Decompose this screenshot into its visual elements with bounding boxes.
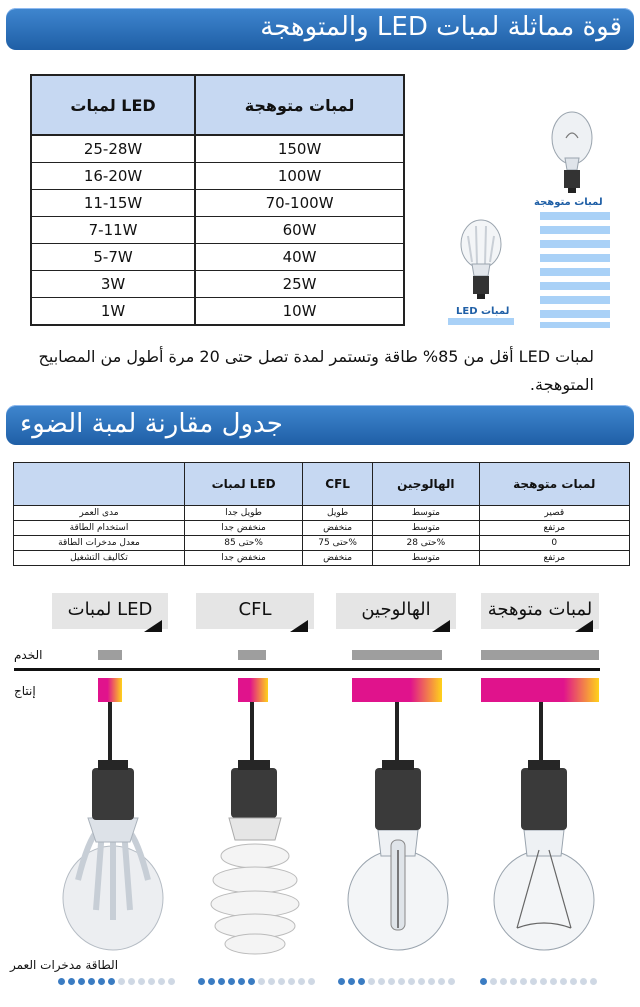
- life-row-label: الخدم: [14, 648, 43, 662]
- light-bar: [540, 226, 610, 234]
- rating-dot: [108, 978, 115, 985]
- table-row: [31, 271, 404, 298]
- rating-dot: [368, 978, 375, 985]
- cell-led: 11-15W: [31, 190, 195, 217]
- rating-dot: [158, 978, 165, 985]
- col-header-led: لمبات LED: [31, 75, 195, 135]
- tab-label: لمبات متوهجة: [487, 599, 593, 620]
- row-label: مدى العمر: [14, 506, 185, 521]
- row-label: معدل مدخرات الطاقة: [14, 536, 185, 551]
- life-bar-led: [98, 650, 122, 660]
- led-bulb-icon: [458, 216, 504, 302]
- rating-dot: [298, 978, 305, 985]
- cell-led: 3W: [31, 271, 195, 298]
- heat-row-label: إنتاج: [14, 684, 36, 698]
- halogen-bulb-icon: [348, 760, 448, 950]
- bulb-type-tab-led: [52, 593, 168, 629]
- cell-incandescent: 150W: [195, 135, 404, 163]
- cord: [539, 702, 543, 762]
- cfl-bulb-icon: [211, 760, 299, 954]
- heat-bar-cfl: [238, 678, 268, 702]
- led-caption: لمبات LED: [456, 306, 510, 317]
- bulb-type-tab-incandescent: [481, 593, 599, 629]
- col-header-incandescent: لمبات متوهجة: [479, 463, 629, 506]
- rating-dot: [208, 978, 215, 985]
- cell-incandescent: 60W: [195, 217, 404, 244]
- table-row: [14, 506, 630, 521]
- cell-incandescent: 70-100W: [195, 190, 404, 217]
- rating-dot: [218, 978, 225, 985]
- cell-incandescent: 40W: [195, 244, 404, 271]
- light-bar: [540, 282, 610, 290]
- rating-dot: [198, 978, 205, 985]
- header-banner-equivalence: [6, 8, 634, 50]
- cell-led: طويل جدا: [185, 506, 303, 521]
- cord: [108, 702, 112, 762]
- cell-led: منخفض جدا: [185, 551, 303, 566]
- row-label: تكاليف التشغيل: [14, 551, 185, 566]
- rating-dot: [238, 978, 245, 985]
- rating-dot: [580, 978, 587, 985]
- rating-dot: [358, 978, 365, 985]
- rating-dot: [388, 978, 395, 985]
- heat-bar-halogen: [352, 678, 442, 702]
- table-row: [31, 217, 404, 244]
- rating-dot: [378, 978, 385, 985]
- rating-dot: [88, 978, 95, 985]
- cell-incandescent: مرتفع: [479, 551, 629, 566]
- tab-label: لمبات LED: [67, 599, 153, 620]
- rating-dots-cfl: [198, 978, 315, 985]
- rating-dot: [428, 978, 435, 985]
- rating-dot: [268, 978, 275, 985]
- cell-cfl: طويل: [303, 506, 373, 521]
- rating-dot: [448, 978, 455, 985]
- cord: [395, 702, 399, 762]
- rating-dot: [438, 978, 445, 985]
- rating-dot: [520, 978, 527, 985]
- rating-dot: [68, 978, 75, 985]
- wattage-equivalence-table: [30, 74, 405, 326]
- cell-cfl: منخفض: [303, 551, 373, 566]
- rating-dot: [398, 978, 405, 985]
- rating-dots-incandescent: [480, 978, 597, 985]
- footer-label: الطاقة مدخرات العمر: [10, 958, 119, 972]
- rating-dot: [560, 978, 567, 985]
- heat-bar-led: [98, 678, 122, 702]
- col-header-halogen: الهالوجين: [373, 463, 480, 506]
- incandescent-bulb-icon: [549, 108, 595, 194]
- savings-paragraph: لمبات LED أقل من 85% طاقة وتستمر لمدة تصل حتى 20 مرة أطول من المصابيح المتوهجة.: [38, 347, 594, 394]
- table-row: [31, 298, 404, 326]
- cell-cfl: منخفض: [303, 521, 373, 536]
- rating-dot: [278, 978, 285, 985]
- rating-dot: [168, 978, 175, 985]
- light-bar: [540, 254, 610, 262]
- life-bar-incandescent: [481, 650, 599, 660]
- table-row: [14, 536, 630, 551]
- cord: [250, 702, 254, 762]
- cell-led: منخفض جدا: [185, 521, 303, 536]
- cell-incandescent: 25W: [195, 271, 404, 298]
- rating-dot: [58, 978, 65, 985]
- light-bar: [540, 268, 610, 276]
- rating-dot: [148, 978, 155, 985]
- rating-dot: [490, 978, 497, 985]
- cell-cfl: حتى 75%: [303, 536, 373, 551]
- cell-led: حتى 85%: [185, 536, 303, 551]
- light-bar: [540, 240, 610, 248]
- rating-dot: [348, 978, 355, 985]
- divider-line: [14, 668, 600, 671]
- rating-dot: [338, 978, 345, 985]
- col-header-led: لمبات LED: [185, 463, 303, 506]
- tab-label: CFL: [238, 599, 272, 620]
- rating-dot: [510, 978, 517, 985]
- table-row: [31, 244, 404, 271]
- col-header-blank: [14, 463, 185, 506]
- table-row: [31, 163, 404, 190]
- bulb-type-tab-halogen: [336, 593, 456, 629]
- rating-dot: [228, 978, 235, 985]
- cell-incandescent: 10W: [195, 298, 404, 326]
- rating-dot: [530, 978, 537, 985]
- rating-dot: [550, 978, 557, 985]
- header-banner-comparison: [6, 405, 634, 445]
- cell-halogen: متوسط: [373, 521, 480, 536]
- light-bar: [540, 310, 610, 318]
- banner-title: جدول مقارنة لمبة الضوء: [20, 409, 283, 439]
- rating-dot: [118, 978, 125, 985]
- cell-led: 5-7W: [31, 244, 195, 271]
- rating-dot: [258, 978, 265, 985]
- rating-dot: [418, 978, 425, 985]
- rating-dot: [480, 978, 487, 985]
- rating-dot: [248, 978, 255, 985]
- cell-incandescent: 0: [479, 536, 629, 551]
- light-bar: [448, 318, 514, 325]
- light-bar: [540, 212, 610, 220]
- cell-incandescent: مرتفع: [479, 521, 629, 536]
- rating-dot: [288, 978, 295, 985]
- rating-dot: [128, 978, 135, 985]
- rating-dot: [138, 978, 145, 985]
- col-header-cfl: CFL: [303, 463, 373, 506]
- cell-led: 25-28W: [31, 135, 195, 163]
- cell-halogen: متوسط: [373, 551, 480, 566]
- heat-bar-incandescent: [481, 678, 599, 702]
- tab-label: الهالوجين: [361, 599, 431, 620]
- table-row: [14, 551, 630, 566]
- rating-dot: [308, 978, 315, 985]
- cell-led: 16-20W: [31, 163, 195, 190]
- cell-incandescent: 100W: [195, 163, 404, 190]
- table-row: [31, 190, 404, 217]
- rating-dots-led: [58, 978, 175, 985]
- life-bar-halogen: [352, 650, 442, 660]
- incandescent-caption: لمبات متوهجة: [534, 197, 603, 208]
- rating-dot: [98, 978, 105, 985]
- table-row: [14, 521, 630, 536]
- rating-dot: [500, 978, 507, 985]
- rating-dot: [408, 978, 415, 985]
- rating-dots-halogen: [338, 978, 455, 985]
- rating-dot: [78, 978, 85, 985]
- rating-dot: [590, 978, 597, 985]
- cell-halogen: حتى 28%: [373, 536, 480, 551]
- cell-led: 1W: [31, 298, 195, 326]
- light-bar: [540, 296, 610, 304]
- row-label: استخدام الطاقة: [14, 521, 185, 536]
- table-row: [31, 135, 404, 163]
- bulb-type-tab-cfl: [196, 593, 314, 629]
- cell-halogen: متوسط: [373, 506, 480, 521]
- rating-dot: [540, 978, 547, 985]
- cell-incandescent: قصير: [479, 506, 629, 521]
- banner-title: قوة مماثلة لمبات LED والمتوهجة: [260, 12, 622, 42]
- comparison-table: [13, 462, 630, 566]
- col-header-incandescent: لمبات متوهجة: [195, 75, 404, 135]
- cell-led: 7-11W: [31, 217, 195, 244]
- life-bar-cfl: [238, 650, 266, 660]
- rating-dot: [570, 978, 577, 985]
- led-bulb-icon: [58, 760, 168, 960]
- incandescent-bulb-icon: [494, 760, 594, 950]
- light-bar: [540, 322, 610, 328]
